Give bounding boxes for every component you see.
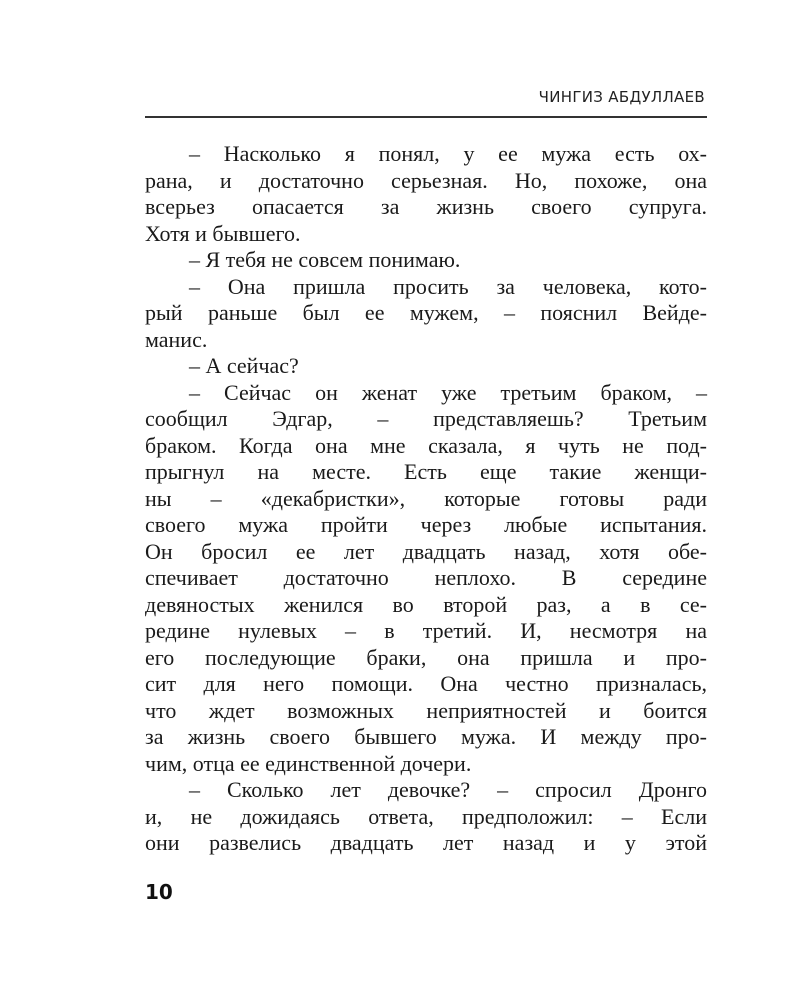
text-line: – Насколько я понял, у ее мужа есть ох- (189, 141, 707, 166)
text-line: редине нулевых – в третий. И, несмотря на (145, 618, 707, 643)
text-line: за жизнь своего бывшего мужа. И между про- (145, 724, 707, 749)
text-line: браком. Когда она мне сказала, я чуть не под- (145, 432, 707, 458)
text-line: – А сейчас? (189, 353, 299, 378)
text-line: чим, отца ее единственной дочери. (145, 750, 472, 776)
text-line: своего мужа пройти через любые испытания. (145, 512, 707, 537)
page-number: 10 (145, 880, 173, 904)
text-line: что ждет возможных неприятностей и боится (145, 697, 707, 723)
text-line: – Сколько лет девочке? – спросил Дронго (189, 777, 707, 802)
text-line: его последующие браки, она пришла и про- (145, 644, 707, 670)
body-text (145, 141, 707, 857)
text-line: всерьез опасается за жизнь своего супруга. (145, 194, 707, 219)
text-line: ны – «декабристки», которые готовы ради (145, 485, 707, 511)
text-line: – Сейчас он женат уже третьим браком, – (189, 379, 707, 405)
text-line: – Я тебя не совсем понимаю. (189, 247, 461, 272)
text-line: рый раньше был ее мужем, – пояснил Вейде- (145, 300, 707, 325)
header-rule (145, 116, 707, 118)
text-line: сообщил Эдгар, – представляешь? Третьим (145, 406, 707, 431)
text-line: спечивает достаточно неплохо. В середине (145, 565, 707, 590)
text-line: девяностых женился во второй раз, а в се- (145, 591, 707, 617)
text-line: они развелись двадцать лет назад и у этой (145, 830, 707, 855)
text-line: рана, и достаточно серьезная. Но, похоже, она (145, 167, 707, 193)
text-line: Хотя и бывшего. (145, 220, 301, 246)
text-line: – Она пришла просить за человека, кото- (189, 273, 707, 299)
text-line: и, не дожидаясь ответа, предположил: – Если (145, 803, 707, 829)
text-line: прыгнул на месте. Есть еще такие женщи- (145, 459, 707, 484)
text-line: манис. (145, 326, 208, 352)
text-line: сит для него помощи. Она честно призналась, (145, 671, 707, 696)
text-line: Он бросил ее лет двадцать назад, хотя обе- (145, 538, 707, 564)
running-header: ЧИНГИЗ АБДУЛЛАЕВ (538, 88, 705, 106)
